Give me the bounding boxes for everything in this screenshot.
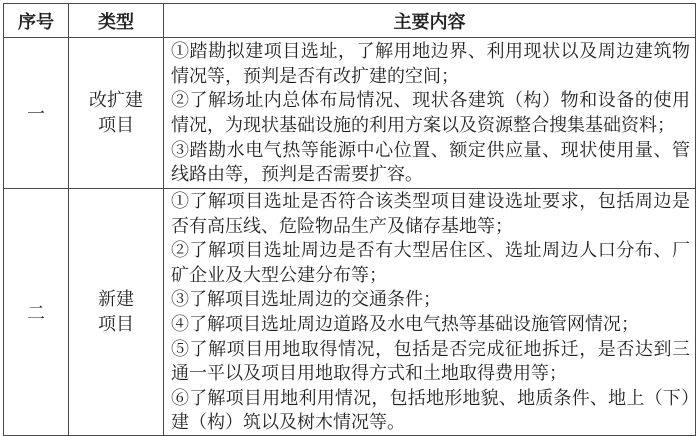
content-item: ③了解项目选址周边的交通条件； — [171, 289, 441, 310]
content-item: ①了解项目选址是否符合该类型项目建设选址要求，包括周边是否有高压线、危险物品生产及储存基地等； — [171, 191, 690, 236]
table-row-newbuild — [4, 189, 696, 436]
content-item: ④了解项目选址周边道路及水电气热等基础设施管网情况； — [171, 313, 639, 334]
content-cell — [164, 38, 696, 189]
header-cell-main: 主要内容 — [164, 4, 696, 38]
type-cell — [69, 189, 164, 436]
table-row-renovation — [4, 38, 696, 189]
content-item: ①踏勘拟建项目选址，了解用地边界、利用现状以及周边建筑物情况等，预判是否有改扩建的空间； — [171, 41, 690, 86]
content-item: ②了解项目选址周边是否有大型居住区、选址周边人口分布、厂矿企业及大型公建分布等； — [171, 240, 690, 285]
table-header-row — [4, 4, 696, 38]
content-item: ③踏勘水电气热等能源中心位置、额定供应量、现状使用量、管线路由等，预判是否需要扩容。 — [171, 139, 690, 185]
seq-cell: 二 — [4, 189, 69, 436]
content-item: ②了解场址内总体布局情况、现状各建筑（构）物和设备的使用情况，为现状基础设施的利用方案以及资源整合搜集基础资料； — [171, 90, 690, 135]
seq-cell: 一 — [4, 38, 69, 189]
type-line: 项目 — [98, 115, 134, 135]
content-item: ⑤了解项目用地取得情况，包括是否完成征地拆迁，是否达到三通一平以及项目用地取得方式和土地取得费用等； — [171, 338, 690, 384]
type-line: 改扩建 — [89, 90, 143, 110]
content-item: ⑥了解项目用地利用情况，包括地形地貌、地质条件、地上（下）建（构）筑以及树木情况等。 — [171, 387, 690, 433]
header-cell-type: 类型 — [69, 4, 164, 38]
type-line: 项目 — [98, 313, 134, 334]
type-cell — [69, 38, 164, 189]
header-cell-seq: 序号 — [4, 4, 69, 38]
content-cell — [164, 189, 696, 436]
site-survey-table — [3, 3, 696, 436]
type-line: 新建 — [98, 288, 134, 309]
